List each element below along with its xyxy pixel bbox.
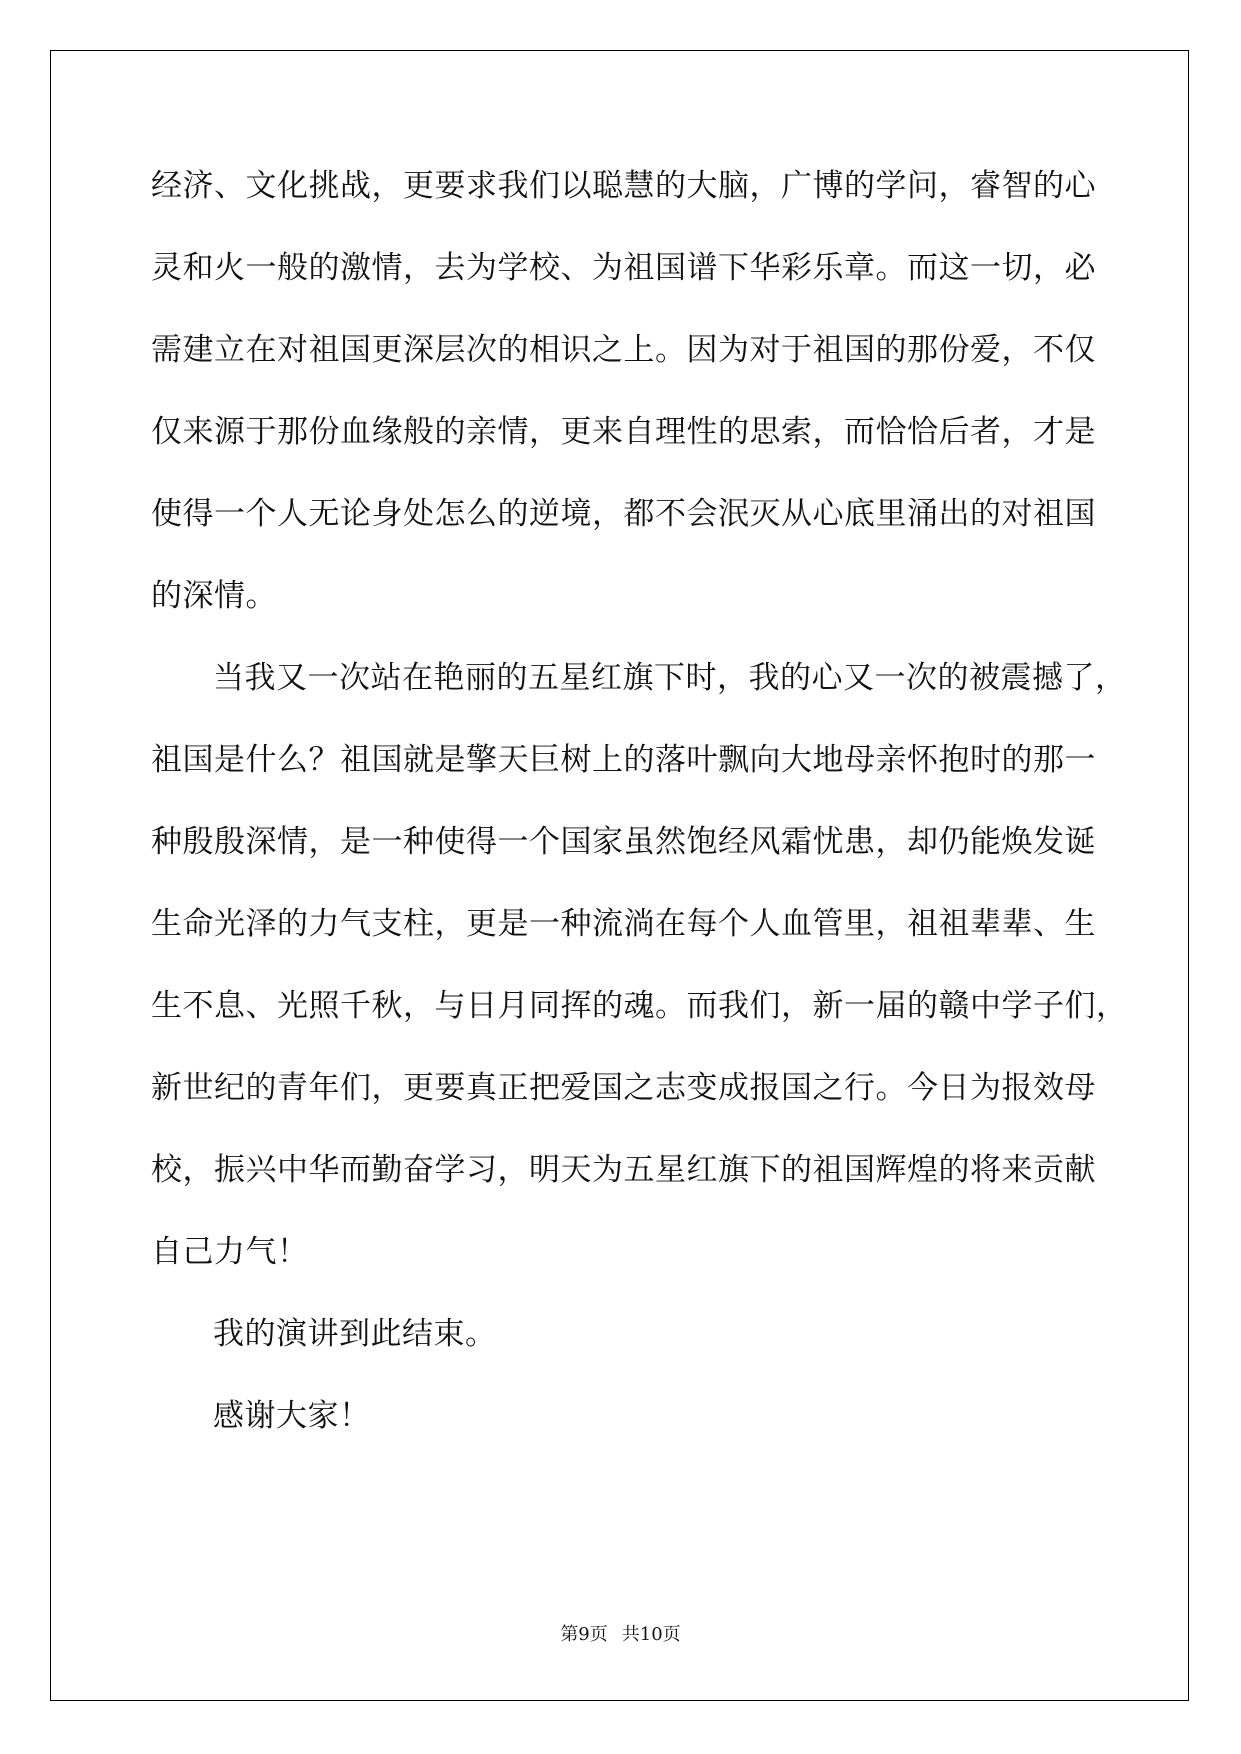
text-line: 新世纪的青年们，更要真正把爱国之志变成报国之行。今日为报效母	[151, 1070, 1096, 1106]
text-line: 使得一个人无论身处怎么的逆境，都不会泯灭从心底里涌出的对祖国	[151, 496, 1096, 532]
page-number-current: 第9页	[560, 1624, 608, 1645]
text-line: 生命光泽的力气支柱，更是一种流淌在每个人血管里，祖祖辈辈、生	[151, 906, 1096, 942]
text-line: 自己力气！	[151, 1234, 309, 1270]
text-line: 经济、文化挑战，更要求我们以聪慧的大脑，广博的学问，睿智的心	[151, 168, 1096, 204]
document-body	[151, 145, 1128, 1457]
text-line: 的深情。	[151, 578, 277, 614]
page-number-total: 共10页	[621, 1624, 681, 1645]
text-line: 仅来源于那份血缘般的亲情，更来自理性的思索，而恰恰后者，才是	[151, 414, 1096, 450]
closing-line: 我的演讲到此结束。	[213, 1316, 497, 1352]
page-footer	[0, 1620, 1241, 1646]
text-line: 需建立在对祖国更深层次的相识之上。因为对于祖国的那份爱，不仅	[151, 332, 1096, 368]
text-line: 祖国是什么？祖国就是擎天巨树上的落叶飘向大地母亲怀抱时的那一	[151, 742, 1096, 778]
text-line: 灵和火一般的激情，去为学校、为祖国谱下华彩乐章。而这一切，必	[151, 250, 1096, 286]
text-line: 种殷殷深情，是一种使得一个国家虽然饱经风霜忧患，却仍能焕发诞	[151, 824, 1096, 860]
text-line: 生不息、光照千秋，与日月同挥的魂。而我们，新一届的赣中学子们，	[151, 988, 1128, 1024]
paragraph-start-line: 当我又一次站在艳丽的五星红旗下时，我的心又一次的被震撼了，	[213, 660, 1127, 696]
text-line: 校，振兴中华而勤奋学习，明天为五星红旗下的祖国辉煌的将来贡献	[151, 1152, 1096, 1188]
thanks-line: 感谢大家！	[213, 1398, 371, 1434]
